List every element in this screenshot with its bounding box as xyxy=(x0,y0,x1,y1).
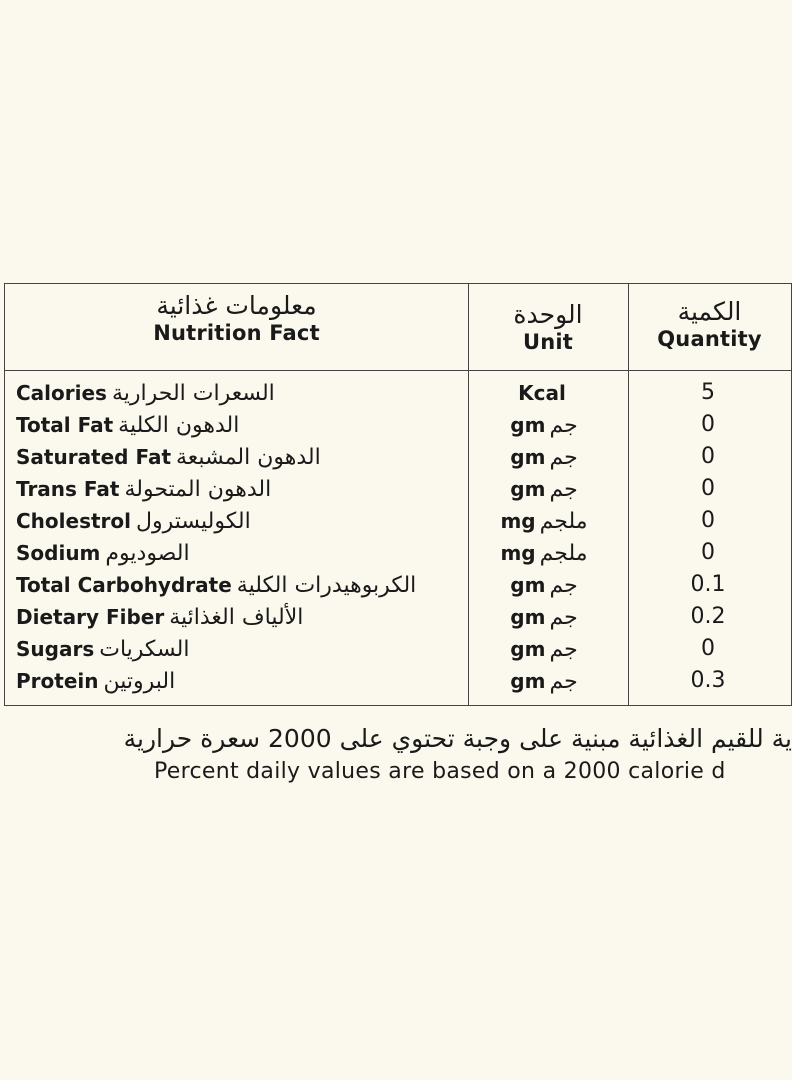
nutrient-name-ar: البروتين xyxy=(103,669,176,694)
nutrient-quantity: 0 xyxy=(701,508,715,533)
nutrient-name-en: Saturated Fat xyxy=(16,445,172,469)
nutrient-name xyxy=(16,441,321,474)
table-row xyxy=(0,409,792,441)
nutrient-unit-en: gm xyxy=(510,637,546,661)
header-unit-en: Unit xyxy=(522,329,574,354)
footnote-english: Percent daily values are based on a 2000 calorie d xyxy=(154,759,726,784)
nutrient-unit xyxy=(464,409,624,442)
header-nutrition-fact xyxy=(5,292,468,345)
nutrient-unit xyxy=(464,569,624,602)
table-row xyxy=(0,633,792,665)
nutrient-name xyxy=(16,377,275,410)
nutrient-quantity: 0.2 xyxy=(690,604,726,629)
nutrient-unit-en: gm xyxy=(510,669,546,693)
nutrient-name-ar: الكوليسترول xyxy=(136,509,251,534)
nutrient-unit xyxy=(464,601,624,634)
nutrient-quantity: 0 xyxy=(701,476,715,501)
nutrient-unit xyxy=(464,537,624,570)
nutrient-name-en: Total Carbohydrate xyxy=(16,573,232,597)
header-qty-en: Quantity xyxy=(657,326,762,351)
header-name-en: Nutrition Fact xyxy=(153,320,320,345)
nutrient-name xyxy=(16,569,416,602)
nutrient-name-en: Dietary Fiber xyxy=(16,605,165,629)
nutrient-name-ar: الدهون المشبعة xyxy=(176,445,321,470)
nutrient-unit-ar: جم xyxy=(549,637,578,662)
table-row xyxy=(0,665,792,697)
nutrient-unit xyxy=(464,633,624,666)
nutrient-unit-ar: جم xyxy=(549,413,578,438)
nutrient-name xyxy=(16,473,271,506)
header-unit-ar: الوحدة xyxy=(513,300,583,329)
nutrient-name-en: Total Fat xyxy=(16,413,114,437)
nutrient-unit-ar: جم xyxy=(549,445,578,470)
nutrient-quantity: 0.3 xyxy=(690,668,726,693)
nutrient-name xyxy=(16,537,190,570)
nutrient-unit-en: gm xyxy=(510,573,546,597)
nutrient-name-en: Cholestrol xyxy=(16,509,131,533)
nutrient-unit-ar: جم xyxy=(549,477,578,502)
nutrient-name-ar: السكريات xyxy=(99,637,190,662)
nutrient-unit-en: gm xyxy=(510,413,546,437)
nutrient-quantity: 0 xyxy=(701,412,715,437)
nutrient-unit xyxy=(464,441,624,474)
table-row xyxy=(0,377,792,409)
nutrient-name-en: Sodium xyxy=(16,541,101,565)
table-row xyxy=(0,601,792,633)
header-divider xyxy=(5,370,792,371)
nutrient-name-en: Trans Fat xyxy=(16,477,120,501)
nutrient-unit-ar: جم xyxy=(549,605,578,630)
nutrient-name-en: Protein xyxy=(16,669,99,693)
nutrient-unit-en: gm xyxy=(510,477,546,501)
nutrient-name-ar: الكربوهيدرات الكلية xyxy=(236,573,417,598)
table-row xyxy=(0,505,792,537)
header-name-ar: معلومات غذائية xyxy=(156,291,317,320)
nutrient-name xyxy=(16,665,175,698)
nutrient-name xyxy=(16,409,239,442)
table-row xyxy=(0,569,792,601)
nutrient-unit-en: gm xyxy=(510,605,546,629)
header-qty-ar: الكمية xyxy=(677,297,742,326)
nutrient-name-en: Sugars xyxy=(16,637,95,661)
table-row xyxy=(0,441,792,473)
nutrient-name-ar: الصوديوم xyxy=(105,541,190,566)
nutrient-name xyxy=(16,601,303,634)
nutrient-name xyxy=(16,633,190,666)
nutrient-name xyxy=(16,505,251,538)
nutrient-unit-en: mg xyxy=(500,541,536,565)
nutrient-quantity: 5 xyxy=(701,380,715,405)
header-unit xyxy=(468,301,628,354)
nutrient-unit-ar: ملجم xyxy=(539,541,588,566)
nutrient-quantity: 0 xyxy=(701,540,715,565)
header-quantity xyxy=(628,298,791,351)
nutrient-name-ar: السعرات الحرارية xyxy=(111,381,275,406)
nutrient-name-ar: الدهون الكلية xyxy=(118,413,240,438)
nutrient-name-ar: الدهون المتحولة xyxy=(124,477,272,502)
nutrient-unit xyxy=(464,473,624,506)
table-row xyxy=(0,537,792,569)
table-row xyxy=(0,473,792,505)
nutrient-unit-en: mg xyxy=(500,509,536,533)
nutrient-name-ar: الألياف الغذائية xyxy=(169,605,304,630)
nutrient-quantity: 0 xyxy=(701,636,715,661)
nutrient-unit xyxy=(464,377,624,410)
nutrient-quantity: 0 xyxy=(701,444,715,469)
footnote-arabic: ية للقيم الغذائية مبنية على وجبة تحتوي على 2000 سعرة حرارية xyxy=(123,724,792,753)
nutrient-unit-en: Kcal xyxy=(518,381,566,405)
nutrient-name-en: Calories xyxy=(16,381,107,405)
nutrient-quantity: 0.1 xyxy=(690,572,726,597)
nutrient-unit xyxy=(464,665,624,698)
nutrient-unit xyxy=(464,505,624,538)
nutrient-unit-ar: جم xyxy=(549,573,578,598)
nutrient-unit-ar: ملجم xyxy=(539,509,588,534)
nutrient-unit-en: gm xyxy=(510,445,546,469)
nutrient-unit-ar: جم xyxy=(549,669,578,694)
